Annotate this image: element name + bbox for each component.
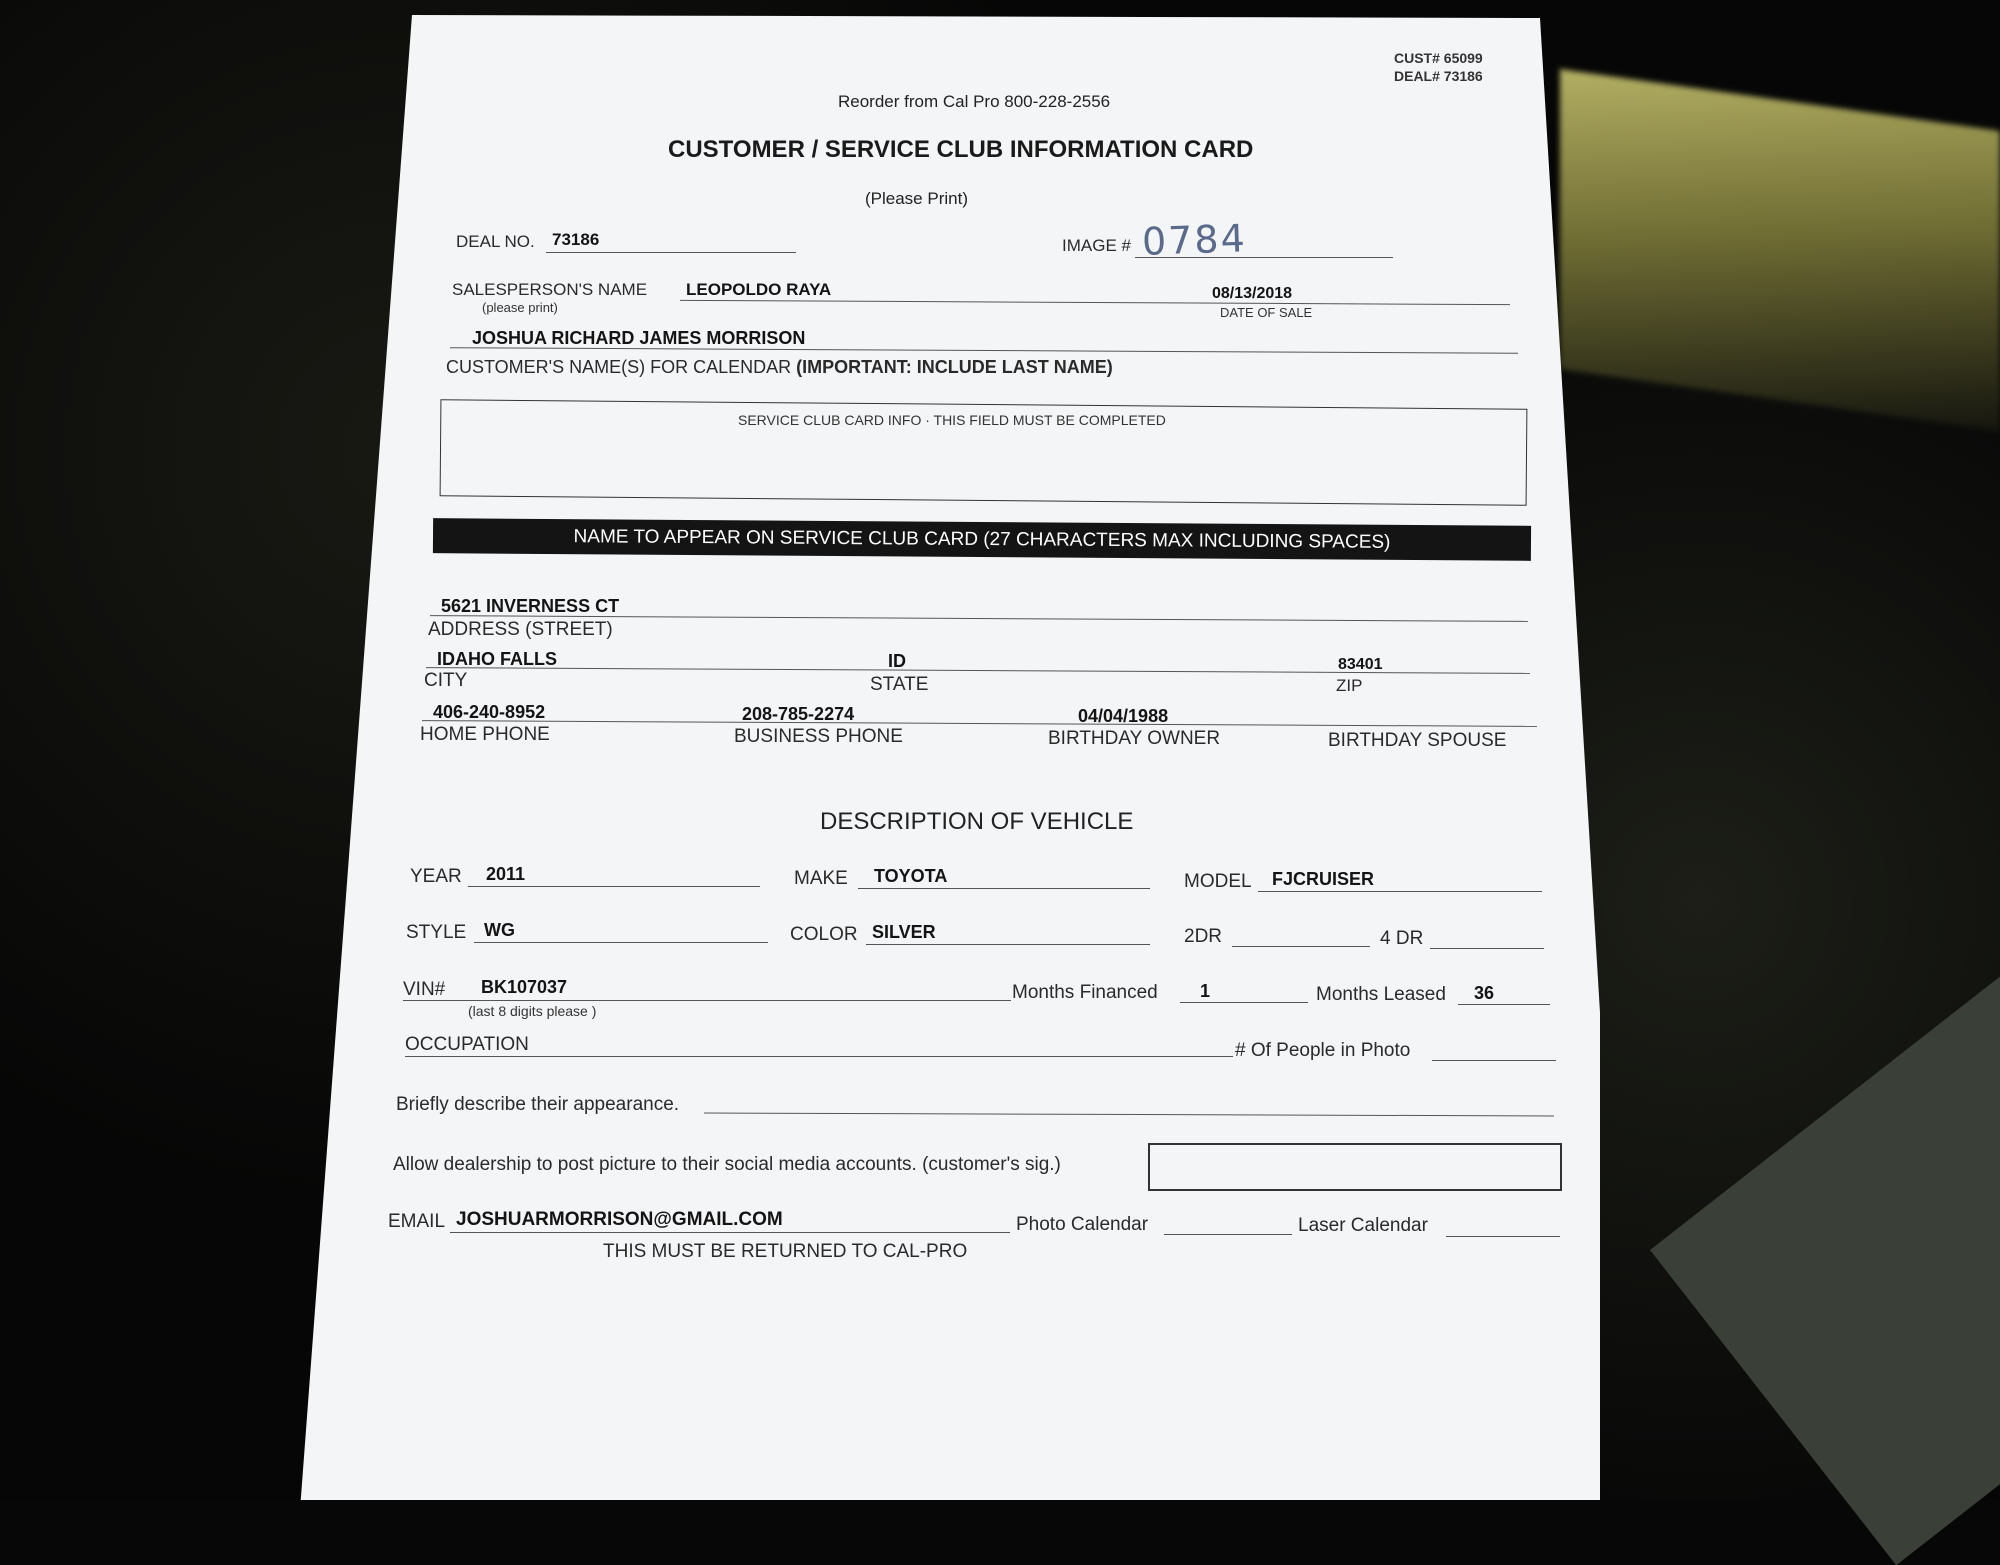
color-line xyxy=(866,944,1150,945)
vin-line xyxy=(403,1000,1011,1001)
style-label: STYLE xyxy=(406,922,467,943)
street-label: ADDRESS (STREET) xyxy=(428,619,613,640)
four-door-label: 4 DR xyxy=(1380,928,1424,949)
zip-value: 83401 xyxy=(1338,656,1383,673)
months-financed-value: 1 xyxy=(1200,981,1211,1001)
sunlight-glare xyxy=(1560,69,2000,431)
street-value: 5621 INVERNESS CT xyxy=(441,596,620,616)
months-financed-line xyxy=(1180,1002,1308,1003)
four-door-line xyxy=(1430,948,1544,949)
home-phone-value: 406-240-8952 xyxy=(433,702,546,722)
make-line xyxy=(858,888,1150,889)
color-value: SILVER xyxy=(872,922,936,942)
laser-calendar-label: Laser Calendar xyxy=(1298,1215,1428,1236)
city-value: IDAHO FALLS xyxy=(437,649,557,669)
please-print-note: (Please Print) xyxy=(865,189,968,208)
two-door-label: 2DR xyxy=(1184,926,1223,947)
image-number-handwritten: 0784 xyxy=(1141,216,1248,264)
salesperson-value: LEOPOLDO RAYA xyxy=(686,280,832,299)
two-door-line xyxy=(1232,946,1370,947)
appearance-label: Briefly describe their appearance. xyxy=(396,1094,680,1115)
laser-calendar-line xyxy=(1446,1236,1560,1237)
vehicle-heading: DESCRIPTION OF VEHICLE xyxy=(820,808,1134,835)
customer-name-value: JOSHUA RICHARD JAMES MORRISON xyxy=(472,328,806,348)
occupation-line xyxy=(405,1056,1233,1057)
customer-name-label xyxy=(446,357,1113,378)
vin-label: VIN# xyxy=(403,979,446,1000)
people-in-photo-line xyxy=(1432,1060,1556,1061)
email-value: JOSHUARMORRISON@GMAIL.COM xyxy=(456,1209,783,1230)
year-line xyxy=(468,886,760,887)
deal-no-line xyxy=(546,252,796,253)
business-phone-value: 208-785-2274 xyxy=(742,704,855,724)
birthday-owner-value: 04/04/1988 xyxy=(1078,706,1169,726)
make-value: TOYOTA xyxy=(874,866,948,886)
vin-value: BK107037 xyxy=(481,977,568,997)
date-of-sale-value: 08/13/2018 xyxy=(1212,285,1293,302)
service-card-bar-text: NAME TO APPEAR ON SERVICE CLUB CARD (27 CHARACTERS MAX INCLUDING SPACES) xyxy=(573,526,1391,553)
zip-label: ZIP xyxy=(1336,676,1363,695)
vin-sublabel: (last 8 digits please ) xyxy=(468,1003,597,1019)
customer-name-label-important: (IMPORTANT: INCLUDE LAST NAME) xyxy=(796,357,1113,377)
service-card-heading: SERVICE CLUB CARD INFO · THIS FIELD MUST BE COMPLETED xyxy=(738,412,1166,428)
year-value: 2011 xyxy=(486,864,526,884)
months-leased-label: Months Leased xyxy=(1316,984,1446,1005)
months-leased-value: 36 xyxy=(1474,983,1495,1003)
style-line xyxy=(474,942,768,943)
customer-name-label-text: CUSTOMER'S NAME(S) FOR CALENDAR xyxy=(446,357,792,377)
deal-number-top: DEAL# 73186 xyxy=(1394,68,1483,84)
social-media-label: Allow dealership to post picture to their social media accounts. (customer's sig.) xyxy=(393,1154,1061,1175)
image-line xyxy=(1135,257,1393,258)
birthday-spouse-label: BIRTHDAY SPOUSE xyxy=(1328,730,1507,751)
form-title: CUSTOMER / SERVICE CLUB INFORMATION CARD xyxy=(668,136,1254,163)
customer-signature-box[interactable] xyxy=(1148,1143,1562,1191)
reorder-note: Reorder from Cal Pro 800-228-2556 xyxy=(838,92,1111,111)
months-financed-label: Months Financed xyxy=(1012,982,1158,1003)
salesperson-sublabel: (please print) xyxy=(482,300,558,315)
deal-no-value: 73186 xyxy=(552,230,600,249)
email-line xyxy=(450,1232,1010,1233)
home-phone-label: HOME PHONE xyxy=(420,724,550,745)
model-label: MODEL xyxy=(1184,871,1252,892)
date-of-sale-label: DATE OF SALE xyxy=(1220,305,1313,320)
people-in-photo-label: # Of People in Photo xyxy=(1235,1040,1411,1061)
photo-calendar-line xyxy=(1164,1234,1292,1235)
birthday-owner-label: BIRTHDAY OWNER xyxy=(1048,728,1221,749)
state-value: ID xyxy=(888,651,906,671)
image-label: IMAGE # xyxy=(1062,236,1131,255)
months-leased-line xyxy=(1458,1004,1550,1005)
color-label: COLOR xyxy=(790,924,858,945)
deal-no-label: DEAL NO. xyxy=(456,232,535,251)
occupation-label: OCCUPATION xyxy=(405,1034,529,1055)
cust-number: CUST# 65099 xyxy=(1394,50,1483,66)
state-label: STATE xyxy=(870,674,929,695)
photo-calendar-label: Photo Calendar xyxy=(1016,1214,1149,1235)
style-value: WG xyxy=(484,920,515,940)
make-label: MAKE xyxy=(794,868,848,889)
model-line xyxy=(1258,891,1542,892)
salesperson-label: SALESPERSON'S NAME xyxy=(452,280,648,299)
year-label: YEAR xyxy=(410,866,462,887)
city-label: CITY xyxy=(424,670,468,691)
business-phone-label: BUSINESS PHONE xyxy=(734,726,903,747)
email-label: EMAIL xyxy=(388,1211,446,1232)
model-value: FJCRUISER xyxy=(1272,869,1375,889)
return-note: THIS MUST BE RETURNED TO CAL-PRO xyxy=(603,1241,968,1262)
